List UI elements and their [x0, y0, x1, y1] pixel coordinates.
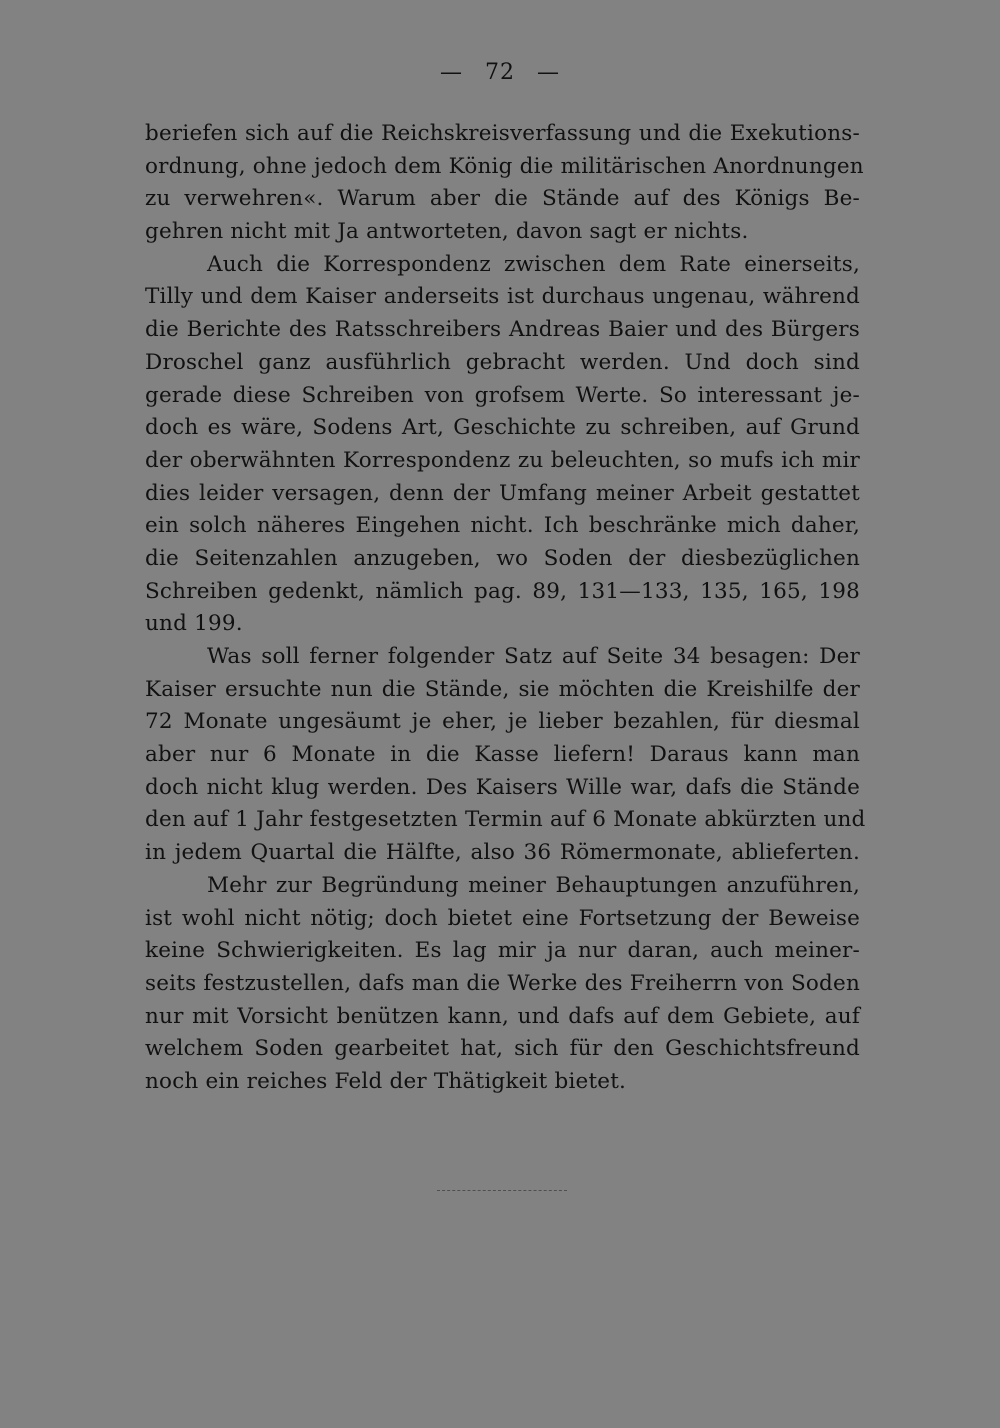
- text-line: die Berichte des Ratsschreibers Andreas Baier und des Bürgers: [145, 317, 860, 343]
- text-line: nur mit Vorsicht benützen kann, und dafs auf dem Gebiete, auf: [145, 1003, 860, 1029]
- text-line: zu verwehren«. Warum aber die Stände auf des Königs Be-: [145, 186, 860, 212]
- text-line: gehren nicht mit Ja antworteten, davon sagt er nichts.: [145, 219, 749, 245]
- text-line: Auch die Korrespondenz zwischen dem Rate einerseits,: [207, 251, 860, 277]
- text-line: der oberwähnten Korrespondenz zu beleuchten, so mufs ich mir: [145, 447, 860, 473]
- text-line: die Seitenzahlen anzugeben, wo Soden der diesbezüglichen: [145, 545, 860, 571]
- text-line: Droschel ganz ausführlich gebracht werden. Und doch sind: [145, 349, 860, 375]
- text-line: 72 Monate ungesäumt je eher, je lieber bezahlen, für diesmal: [145, 709, 860, 735]
- text-line: welchem Soden gearbeitet hat, sich für den Geschichtsfreund: [145, 1036, 860, 1062]
- text-line: ist wohl nicht nötig; doch bietet eine Fortsetzung der Beweise: [145, 905, 860, 931]
- text-line: den auf 1 Jahr festgesetzten Termin auf 6 Monate abkürzten und: [145, 807, 866, 833]
- text-line: und 199.: [145, 611, 243, 637]
- text-line: doch es wäre, Sodens Art, Geschichte zu schreiben, auf Grund: [145, 415, 860, 441]
- text-line: doch nicht klug werden. Des Kaisers Wille war, dafs die Stände: [145, 774, 860, 800]
- text-line: aber nur 6 Monate in die Kasse liefern! Daraus kann man: [145, 742, 860, 768]
- text-line: beriefen sich auf die Reichskreisverfassung und die Exekutions-: [145, 121, 860, 146]
- end-rule: [437, 1190, 567, 1191]
- text-line: gerade diese Schreiben von grofsem Werte. So interessant je-: [145, 382, 860, 408]
- text-line: noch ein reiches Feld der Thätigkeit bietet.: [145, 1068, 627, 1094]
- text-line: dies leider versagen, denn der Umfang meiner Arbeit gestattet: [145, 480, 860, 506]
- text-line: Mehr zur Begründung meiner Behauptungen anzuführen,: [207, 872, 860, 898]
- page-number: — 72 —: [440, 60, 560, 85]
- text-line: ein solch näheres Eingehen nicht. Ich beschränke mich daher,: [145, 513, 860, 539]
- text-line: Kaiser ersuchte nun die Stände, sie möchten die Kreishilfe der: [145, 676, 860, 702]
- text-line: seits festzustellen, dafs man die Werke des Freiherrn von Soden: [145, 970, 860, 996]
- text-line: Tilly und dem Kaiser anderseits ist durchaus ungenau, während: [145, 284, 860, 310]
- text-line: ordnung, ohne jedoch dem König die militärischen Anordnungen: [145, 153, 864, 179]
- text-line: in jedem Quartal die Hälfte, also 36 Römermonate, ablieferten.: [145, 840, 860, 866]
- text-line: keine Schwierigkeiten. Es lag mir ja nur daran, auch meiner-: [145, 938, 860, 964]
- body-text: [145, 118, 866, 1099]
- text-line: Schreiben gedenkt, nämlich pag. 89, 131—133, 135, 165, 198: [145, 578, 860, 604]
- text-line: Was soll ferner folgender Satz auf Seite 34 besagen: Der: [207, 644, 860, 669]
